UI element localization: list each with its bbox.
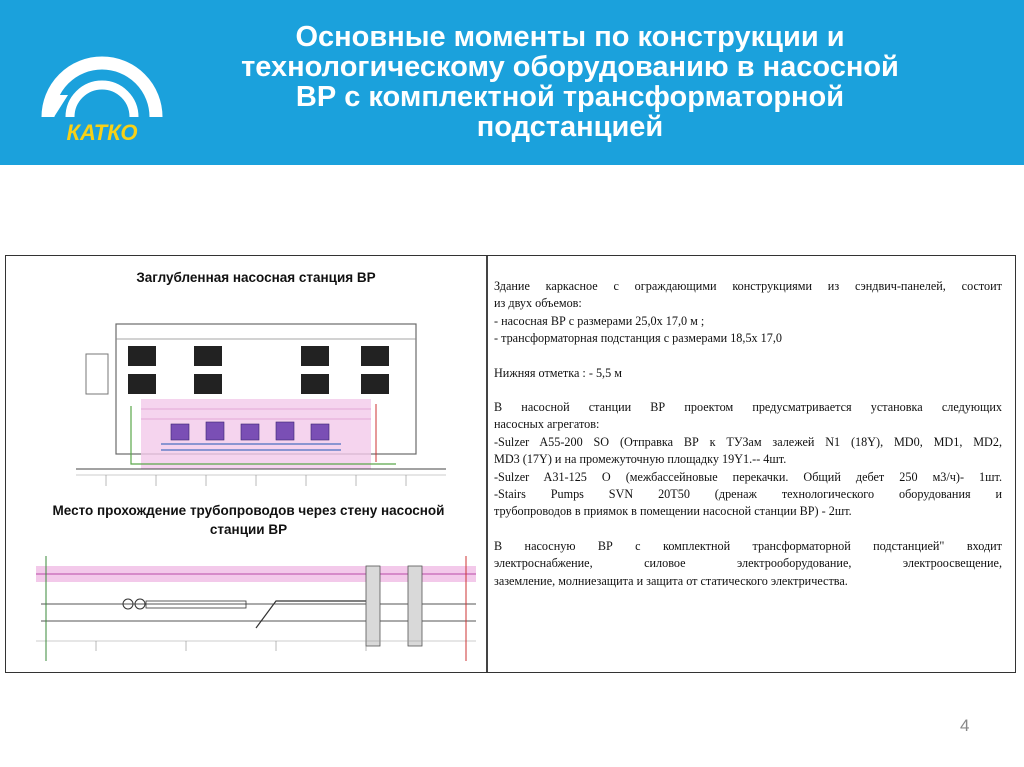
title-line-1: Основные моменты по конструкции и — [295, 21, 845, 53]
p4-line-3: заземление, молниезащита и защита от статического электричества. — [494, 573, 848, 588]
page-number: 4 — [960, 716, 970, 735]
p3-line-4: MD3 (17Y) и на промежуточную площадку 19Y1.-- 4шт. — [494, 452, 787, 467]
title-line-2: технологическому оборудованию в насосной — [241, 51, 899, 83]
column-divider — [486, 256, 488, 672]
p3-line-3: -Sulzer A55-200 SO (Отправка ВР к ТУЗам залежей N1 (18Y), MD0, MD1, MD2, — [494, 434, 1002, 449]
pump-station-drawing — [76, 294, 446, 494]
caption-pipe-passage-line-2: станции ВР — [209, 522, 288, 537]
p3-line-7: трубопроводов в приямок в помещении насосной станции ВР) - 2шт. — [494, 504, 852, 519]
p1-line-4: - трансформаторная подстанция с размерами 18,5х 17,0 — [494, 331, 783, 346]
p3-line-1: В насосной станции ВР проектом предусматривается установка следующих — [494, 400, 1002, 415]
content-panel — [5, 255, 1016, 673]
description-text — [494, 278, 1002, 590]
p1-line-2: из двух объемов: — [494, 296, 582, 311]
katko-logo — [40, 55, 165, 145]
p4-line-2: электроснабжение, силовое электрооборудование, электроосвещение, — [494, 556, 1002, 571]
p3-line-6: -Stairs Pumps SVN 20T50 (дренаж технологического оборудования и — [494, 487, 1002, 502]
p1-line-1: Здание каркасное с ограждающими конструкциями из сэндвич-панелей, состоит — [494, 279, 1002, 293]
title-line-3: ВР с комплектной трансформаторной — [295, 81, 845, 113]
p2-bottom-level: Нижняя отметка : - 5,5 м — [494, 365, 622, 380]
pipe-passage-drawing — [36, 546, 476, 671]
logo-text: КАТКО — [66, 120, 138, 145]
p1-line-3: - насосная ВР с размерами 25,0х 17,0 м ; — [494, 313, 705, 328]
title-line-4: подстанцией — [476, 111, 664, 143]
header-bar — [0, 0, 1024, 165]
caption-pump-station: Заглубленная насосная станция ВР — [136, 270, 376, 285]
caption-pipe-passage — [26, 501, 471, 539]
caption-pipe-passage-line-1: Место прохождение трубопроводов через стену насосной — [52, 503, 445, 518]
p4-line-1: В насосную ВР с комплектной трансформаторной подстанцией" входит — [494, 538, 1002, 553]
p3-line-5: -Sulzer A31-125 O (межбассейновые перекачки. Общий дебет 250 м3/ч)- 1шт. — [494, 469, 1002, 484]
p3-line-2: насосных агрегатов: — [494, 417, 600, 432]
page-title — [185, 22, 955, 142]
